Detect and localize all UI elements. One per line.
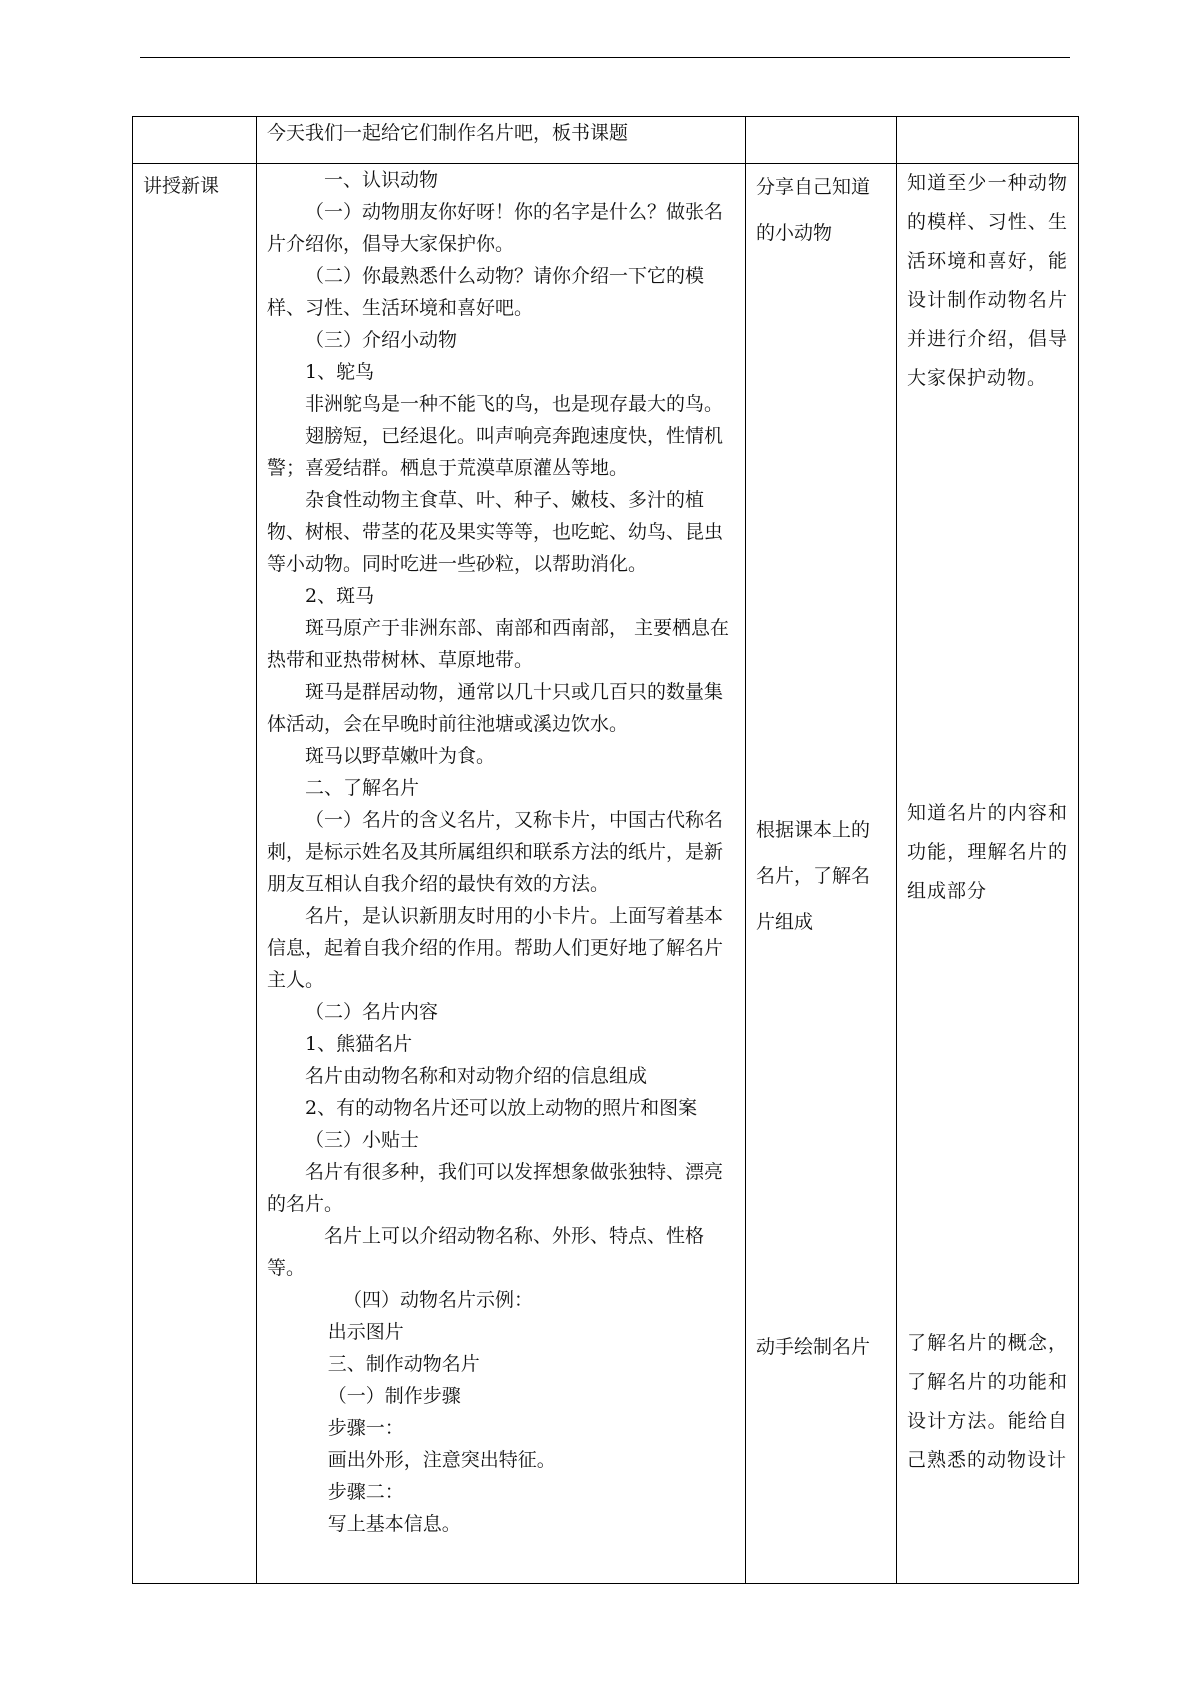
- step-text: 写上基本信息。: [327, 1513, 461, 1535]
- paragraph: 翅膀短，已经退化。叫声响亮奔跑速度快，性情机警；喜爱结群。栖息于荒漠草原灌丛等地。: [267, 425, 724, 479]
- step-label: 步骤二：: [327, 1481, 404, 1503]
- paragraph: 斑马是群居动物，通常以几十只或几百只的数量集体活动，会在早晚时前往池塘或溪边饮水。: [267, 681, 724, 735]
- objective: 知道至少一种动物的模样、习性、生活环境和喜好，能设计制作动物名片并进行介绍，倡导大家保护动物。: [907, 172, 1068, 389]
- subheading: 1、鸵鸟: [305, 361, 375, 383]
- subheading: （一）制作步骤: [327, 1385, 461, 1407]
- subheading: 1、熊猫名片: [305, 1033, 413, 1055]
- heading-1: 一、认识动物: [324, 169, 439, 191]
- paragraph: 斑马原产于非洲东部、南部和西南部， 主要栖息在热带和亚热带树林、草原地带。: [267, 617, 730, 671]
- paragraph: 2、有的动物名片还可以放上动物的照片和图案: [305, 1097, 698, 1119]
- paragraph: 出示图片: [327, 1321, 404, 1343]
- paragraph: 斑马以野草嫩叶为食。: [305, 745, 496, 767]
- table-row: [133, 117, 1079, 164]
- student-activity: 分享自己知道的小动物: [756, 176, 871, 244]
- paragraph: （二）你最熟悉什么动物？请你介绍一下它的模样、习性、生活环境和喜好吧。: [267, 265, 705, 319]
- subheading: （三）介绍小动物: [305, 329, 458, 351]
- subheading: （四）动物名片示例：: [343, 1289, 534, 1311]
- header-rule: [140, 57, 1070, 58]
- teaching-content-cell: [257, 164, 746, 1584]
- objective: 知道名片的内容和功能，理解名片的组成部分: [907, 802, 1068, 902]
- paragraph: （一）名片的含义名片，又称卡片，中国古代称名刺，是标示姓名及其所属组织和联系方法的纸片，是新朋友互相认自我介绍的最快有效的方法。: [267, 809, 724, 895]
- intro-cell: 今天我们一起给它们制作名片吧，板书课题: [257, 117, 746, 164]
- paragraph: 名片有很多种，我们可以发挥想象做张独特、漂亮的名片。: [267, 1161, 724, 1215]
- student-activity: 动手绘制名片: [756, 1336, 871, 1358]
- step-label: 步骤一：: [327, 1417, 404, 1439]
- subheading: （二）名片内容: [305, 1001, 439, 1023]
- heading-3: 三、制作动物名片: [327, 1353, 480, 1375]
- table-cell-empty: [746, 117, 897, 164]
- paragraph: （一）动物朋友你好呀！你的名字是什么？做张名片介绍你，倡导大家保护你。: [267, 201, 724, 255]
- paragraph: 杂食性动物主食草、叶、种子、嫩枝、多汁的植物、树根、带茎的花及果实等等，也吃蛇、幼鸟、昆虫等小动物。同时吃进一些砂粒，以帮助消化。: [267, 489, 724, 575]
- section-label: 讲授新课: [143, 175, 220, 197]
- paragraph: 非洲鸵鸟是一种不能飞的鸟，也是现存最大的鸟。: [305, 393, 724, 415]
- objective: 了解名片的概念，了解名片的功能和设计方法。能给自己熟悉的动物设计: [907, 1332, 1068, 1471]
- step-text: 画出外形，注意突出特征。: [327, 1449, 556, 1471]
- table-cell-empty: [897, 117, 1079, 164]
- student-activity: 根据课本上的名片，了解名片组成: [756, 819, 871, 933]
- heading-2: 二、了解名片: [305, 777, 420, 799]
- objective-cell: [897, 164, 1079, 1584]
- subheading: 2、斑马: [305, 585, 375, 607]
- paragraph: 名片由动物名称和对动物介绍的信息组成: [305, 1065, 648, 1087]
- student-activity-cell: [746, 164, 897, 1584]
- table-row: [133, 164, 1079, 1584]
- table-cell-empty: [133, 117, 257, 164]
- paragraph: 名片上可以介绍动物名称、外形、特点、性格等。: [267, 1225, 705, 1279]
- lesson-plan-table: [132, 116, 1079, 1584]
- paragraph: 名片，是认识新朋友时用的小卡片。上面写着基本信息，起着自我介绍的作用。帮助人们更好地了解名片主人。: [267, 905, 724, 991]
- section-label-cell: [133, 164, 257, 1584]
- subheading: （三）小贴士: [305, 1129, 420, 1151]
